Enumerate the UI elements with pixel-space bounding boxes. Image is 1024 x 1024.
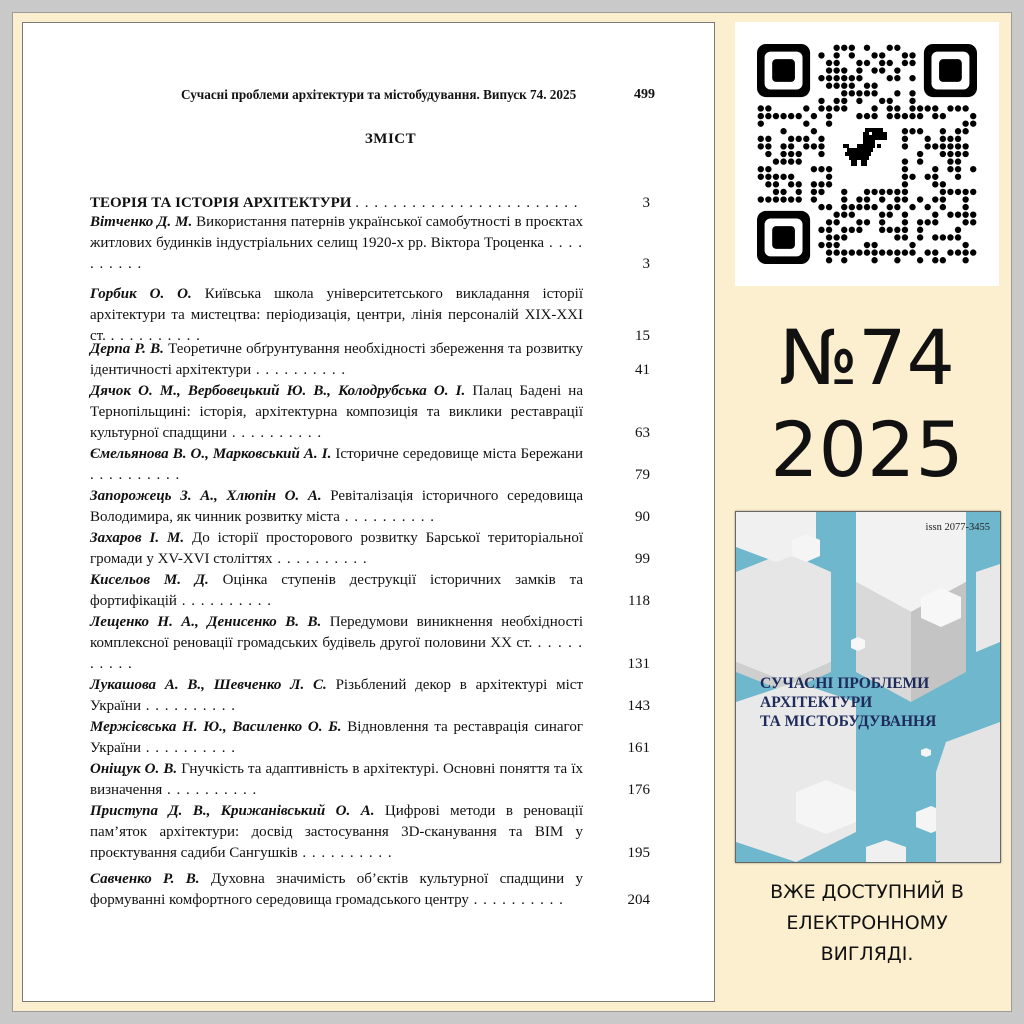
leader-dots: . . . . . . . . . .	[468, 892, 564, 908]
toc-entry	[90, 486, 650, 528]
entry-title: Відновлення та реставрація синагог України	[90, 719, 583, 756]
entry-authors: Лещенко Н. А., Денисенко В. В.	[90, 614, 322, 630]
entry-title: Використання патернів української самобутності в проєктах житлових будинків індустріальних селищ 1920-х рр. Віктора Троценка	[90, 214, 583, 251]
leader-dots: . . . . . . . . . .	[176, 593, 272, 609]
leader-dots: . . . . . . . . . .	[339, 509, 435, 525]
entry-page: 176	[627, 782, 650, 798]
entry-title: Оцінка ступенів деструкції історичних замків та фортифікацій	[90, 572, 583, 609]
toc-entry	[90, 717, 650, 759]
toc-entry	[90, 869, 650, 911]
dinosaur-icon	[843, 128, 887, 166]
cover-title-line: СУЧАСНІ ПРОБЛЕМИ	[760, 675, 930, 692]
entry-authors: Савченко Р. В.	[90, 871, 200, 887]
entry-page: 63	[635, 425, 650, 441]
entry-body	[90, 869, 583, 911]
toc-entry	[90, 444, 650, 486]
entry-body	[90, 339, 583, 381]
entry-page: 143	[627, 698, 650, 714]
entry-title: Київська школа університетського викладання історії архітектури та мистецтва: періодизація, центри, лінія персоналій ХІХ-ХХІ ст.	[90, 286, 583, 344]
entry-body	[90, 444, 583, 486]
entry-page: 204	[627, 892, 650, 908]
toc-entry	[90, 570, 650, 612]
entry-page: 195	[627, 845, 650, 861]
leader-dots: . . . . . . . . . .	[162, 782, 258, 798]
document-page	[22, 22, 715, 1002]
entry-title: Духовна значимість об’єктів культурної спадщини у формуванні комфортного середовища громадського центру	[90, 871, 584, 908]
entry-title: До історії просторового розвитку Барської територіальної громади у XV-XVI століттях	[90, 530, 584, 567]
entry-body	[90, 486, 583, 528]
availability-note	[735, 877, 999, 970]
entry-page: 118	[628, 593, 650, 609]
leader-dots: . . . . . . . . . .	[227, 425, 323, 441]
entry-body	[90, 212, 583, 275]
page-number: 499	[634, 87, 655, 102]
entry-body	[90, 570, 583, 612]
journal-cover[interactable]	[735, 511, 1001, 863]
entry-body	[90, 759, 583, 801]
entry-title: Різьблений декор в архітектурі міст України	[90, 677, 583, 714]
entry-title: Палац Бадені на Тернопільщині: історія, архітектурна композиція та виклики реставрації культурної спадщини	[90, 383, 583, 441]
entry-body	[90, 381, 583, 444]
toc-entry	[90, 759, 650, 801]
entry-page: 41	[635, 362, 650, 378]
section-label: ТЕОРІЯ ТА ІСТОРІЯ АРХІТЕКТУРИ	[90, 195, 352, 211]
leader-dots: . . . . . . . . . .	[105, 328, 201, 344]
toc-entry	[90, 381, 650, 444]
qr-code-with-dinosaur-icon	[735, 22, 999, 286]
entry-body	[90, 284, 583, 347]
leader-dots: . . . . . . . . . .	[90, 635, 583, 672]
entry-authors: Лукашова А. В., Шевченко Л. С.	[90, 677, 327, 693]
toc-entry	[90, 284, 650, 347]
entry-authors: Запорожець З. А., Хлюпін О. А.	[90, 488, 322, 504]
entry-authors: Захаров І. М.	[90, 530, 185, 546]
toc-entry	[90, 612, 650, 675]
availability-line: ЕЛЕКТРОННОМУ	[786, 912, 948, 934]
entry-title: Цифрові методи в реновації пам’яток архітектури: досвід застосування 3D-сканування та BIM у проєктування садиби Сангушків	[90, 803, 583, 861]
entry-authors: Ємельянова В. О., Марковський А. І.	[90, 446, 332, 462]
toc-entry	[90, 801, 650, 864]
entry-authors: Вітченко Д. М.	[90, 214, 193, 230]
entry-title: Історичне середовище міста Бережани	[335, 446, 584, 462]
availability-line: ВЖЕ ДОСТУПНИЙ В	[770, 881, 964, 903]
entry-title: Передумови виникнення необхідності комплексної реновації громадських будівель другої половини ХХ ст.	[90, 614, 584, 651]
entry-page: 99	[635, 551, 650, 567]
entry-title: Гнучкість та адаптивність в архітектурі. Основні поняття та їх визначення	[90, 761, 583, 798]
section-page: 3	[642, 195, 650, 211]
entry-authors: Оніщук О. В.	[90, 761, 178, 777]
entry-authors: Приступа Д. В., Крижанівський О. А.	[90, 803, 375, 819]
qr-code[interactable]	[735, 22, 999, 286]
toc-entry	[90, 212, 650, 275]
running-head: Сучасні проблеми архітектури та містобудування. Випуск 74. 2025	[181, 87, 577, 102]
entry-body	[90, 717, 583, 759]
entry-body	[90, 612, 583, 675]
entry-page: 3	[642, 256, 650, 272]
cover-title	[760, 674, 990, 731]
entry-authors: Кисельов М. Д.	[90, 572, 209, 588]
entry-page: 79	[635, 467, 650, 483]
entry-authors: Мержієвська Н. Ю., Василенко О. Б.	[90, 719, 342, 735]
leader-dots: . . . . . . . . . .	[140, 698, 236, 714]
cover-title-line: ТА МІСТОБУДУВАННЯ	[760, 713, 937, 730]
entry-page: 90	[635, 509, 650, 525]
toc-entry	[90, 675, 650, 717]
issue-number: №74	[779, 313, 955, 402]
toc-title: ЗМІСТ	[364, 131, 417, 147]
entry-body	[90, 528, 583, 570]
entry-title: Теоретичне обґрунтування необхідності збереження та розвитку ідентичності архітектури	[90, 341, 584, 378]
entry-page: 131	[627, 656, 650, 672]
entry-body	[90, 675, 583, 717]
entry-authors: Горбик О. О.	[90, 286, 192, 302]
entry-authors: Дерпа Р. В.	[90, 341, 164, 357]
leader-dots: . . . . . . . . . .	[90, 467, 181, 483]
cover-issn: issn 2077-3455	[925, 522, 990, 533]
entry-page: 15	[635, 328, 650, 344]
leader-dots: . . . . . . . . . .	[297, 845, 393, 861]
entry-body	[90, 801, 583, 864]
entry-page: 161	[627, 740, 650, 756]
cover-title-line: АРХІТЕКТУРИ	[760, 694, 873, 711]
leader-dots: . . . . . . . . . .	[90, 235, 583, 272]
toc-entry	[90, 528, 650, 570]
leader-dots: . . . . . . . . . .	[251, 362, 347, 378]
availability-line: ВИГЛЯДІ.	[820, 943, 914, 965]
toc-entry	[90, 339, 650, 381]
entry-authors: Дячок О. М., Вербовецький Ю. В., Колодрубська О. І.	[90, 383, 466, 399]
issue-info	[735, 312, 999, 496]
leader-dots: . . . . . . . . . .	[272, 551, 368, 567]
entry-title: Ревіталізація історичного середовища Володимира, як чинник розвитку міста	[90, 488, 583, 525]
issue-year: 2025	[770, 405, 964, 494]
leader-dots: . . . . . . . . . .	[140, 740, 236, 756]
leader-dots: . . . . . . . . . . . . . . . . . . . . . . . .	[355, 195, 579, 211]
